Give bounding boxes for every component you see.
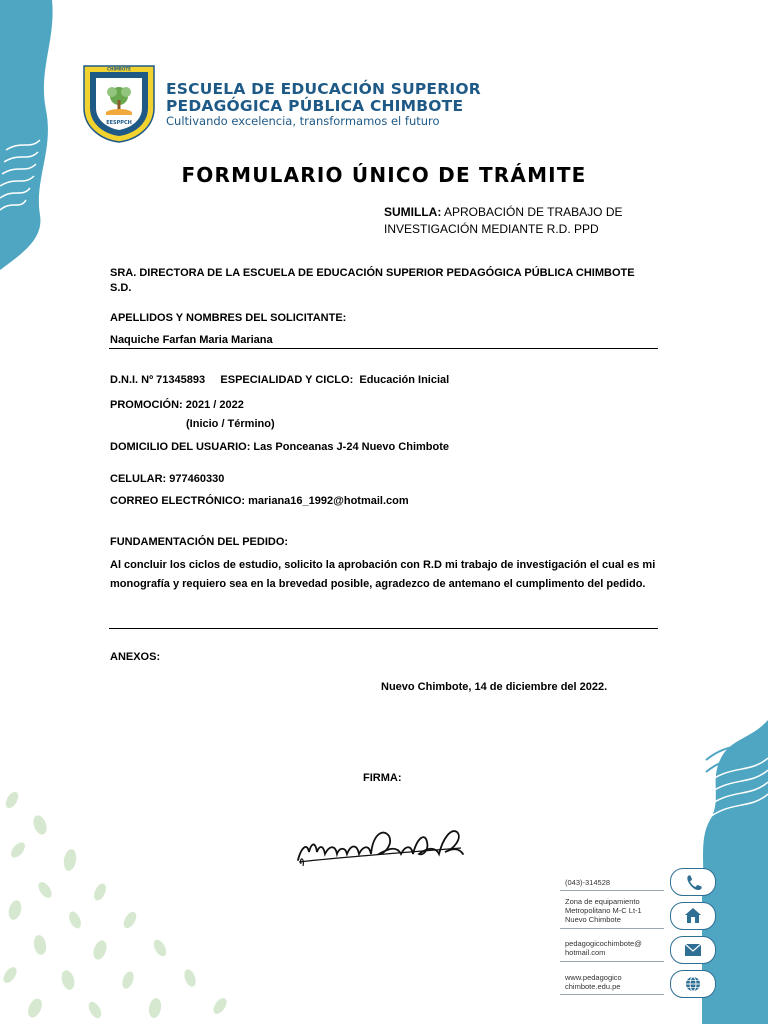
fundamentacion-text: Al concluir los ciclos de estudio, solicito la aprobación con R.D mi trabajo de investigación el cual es mi monografía y requiero sea en la brevedad posible, agradezco de antemano el cumplimento del pedido. — [110, 559, 656, 590]
school-name-block — [166, 82, 481, 128]
footer-divider — [560, 890, 664, 891]
footer-website-line2: chimbote.edu.pe — [565, 982, 621, 991]
celular-line: CELULAR: 977460330 — [110, 473, 225, 485]
footer-address-line2: Metropolitano M-C Lt-1 — [565, 906, 642, 915]
footer-website-line1: www.pedagogico — [565, 973, 622, 982]
promocion-line: PROMOCIÓN: 2021 / 2022 — [110, 399, 244, 411]
addressee-line2: S.D. — [110, 282, 132, 294]
applicant-name: Naquiche Farfan Maria Mariana — [110, 334, 273, 346]
footer-address-line3: Nuevo Chimbote — [565, 915, 621, 924]
home-icon — [670, 902, 716, 930]
applicant-label: APELLIDOS Y NOMBRES DEL SOLICITANTE: — [110, 312, 347, 324]
seal-bottom-text: EESPPCH — [106, 120, 132, 126]
promocion-hint: (Inicio / Término) — [186, 418, 275, 430]
handwritten-signature — [293, 818, 468, 873]
footer-divider — [560, 961, 664, 962]
footer-email-line2: hotmail.com — [565, 948, 606, 957]
date-line: Nuevo Chimbote, 14 de diciembre del 2022. — [381, 681, 608, 693]
footer-email — [565, 939, 642, 957]
divider-line — [109, 628, 658, 629]
footer-divider — [560, 994, 664, 995]
leaf-pattern-decoration — [0, 780, 300, 1024]
top-left-wave-decoration — [0, 0, 60, 270]
sumilla-text-2: INVESTIGACIÓN MEDIANTE R.D. PPD — [384, 222, 599, 236]
footer-website — [565, 973, 622, 991]
firma-label: FIRMA: — [363, 772, 402, 784]
correo-line: CORREO ELECTRÓNICO: mariana16_1992@hotmail.com — [110, 495, 409, 507]
footer-email-line1: pedagogicochimbote@ — [565, 939, 642, 948]
dni-specialty-line: D.N.I. Nº 71345893 ESPECIALIDAD Y CICLO: Educación Inicial — [110, 374, 450, 386]
phone-icon — [670, 868, 716, 896]
school-name-line1: ESCUELA DE EDUCACIÓN SUPERIOR — [166, 80, 481, 98]
sumilla-block — [384, 204, 644, 238]
mail-icon — [670, 936, 716, 964]
globe-icon — [670, 970, 716, 998]
footer-divider — [560, 928, 664, 929]
footer-phone: (043)-314528 — [565, 878, 611, 887]
school-tagline: Cultivando excelencia, transformamos el futuro — [166, 114, 440, 128]
addressee-line1: SRA. DIRECTORA DE LA ESCUELA DE EDUCACIÓN SUPERIOR PEDAGÓGICA PÚBLICA CHIMBOTE — [110, 267, 635, 279]
footer-address-line1: Zona de equipamiento — [565, 897, 640, 906]
fundamentacion-label: FUNDAMENTACIÓN DEL PEDIDO: — [110, 536, 289, 548]
divider-line — [109, 348, 658, 349]
school-name-line2: PEDAGÓGICA PÚBLICA CHIMBOTE — [166, 96, 464, 115]
form-title: FORMULARIO ÚNICO DE TRÁMITE — [181, 163, 587, 187]
sumilla-text-1: APROBACIÓN DE TRABAJO DE — [441, 205, 623, 219]
sumilla-label: SUMILLA: — [384, 205, 442, 219]
school-seal-logo — [80, 62, 158, 144]
seal-top-text: CHIMBOTE — [107, 66, 131, 72]
domicilio-line: DOMICILIO DEL USUARIO: Las Ponceanas J-24 Nuevo Chimbote — [110, 441, 450, 453]
anexos-label: ANEXOS: — [110, 651, 161, 663]
footer-address — [565, 897, 642, 924]
